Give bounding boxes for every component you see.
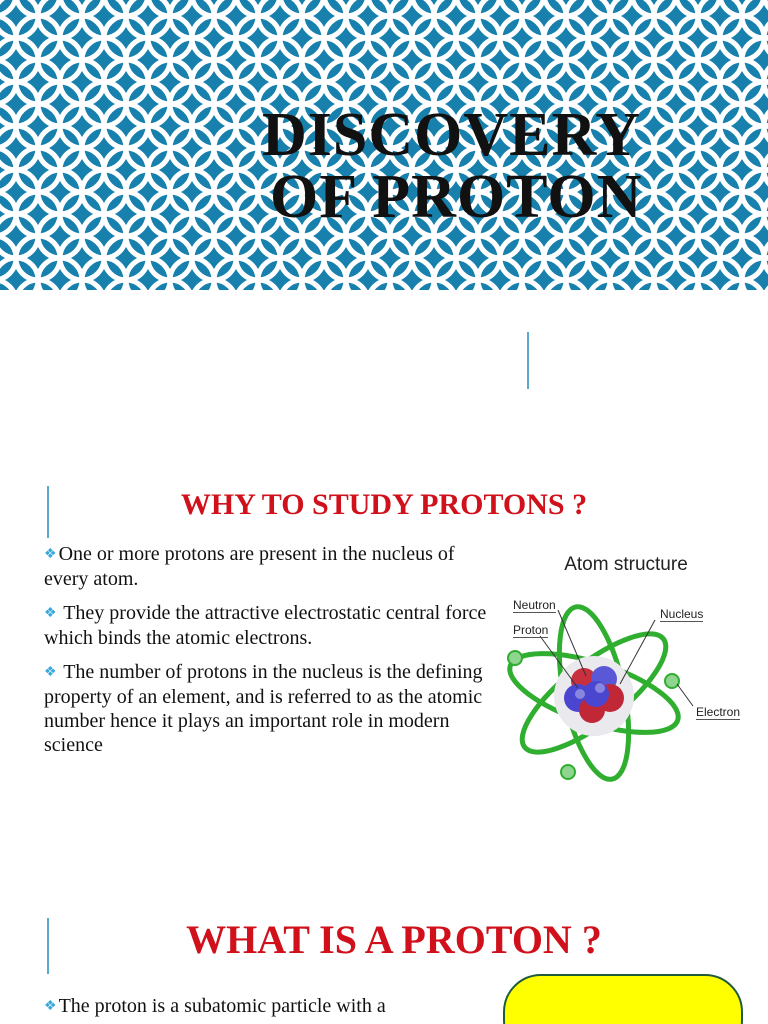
title-slide xyxy=(0,0,768,290)
highlight-box xyxy=(503,974,743,1024)
section-heading: WHY TO STUDY PROTONS ? xyxy=(180,488,588,521)
diamond-bullet-icon: ❖ xyxy=(44,606,57,621)
bullet-text: ❖ The proton is a subatomic particle with a xyxy=(44,995,386,1017)
list-item: ❖ They provide the attractive electrostatic central force which binds the atomic electrons. xyxy=(44,602,487,649)
nucleus-label: Nucleus xyxy=(660,607,704,621)
page-title xyxy=(262,101,682,231)
electron-label: Electron xyxy=(696,705,741,719)
figure-title: Atom structure xyxy=(564,554,688,575)
accent-bar xyxy=(527,332,529,389)
blank-slide xyxy=(0,290,768,460)
atom-structure-figure xyxy=(500,548,752,800)
neutron-label: Neutron xyxy=(513,598,556,612)
section-heading: WHAT IS A PROTON ? xyxy=(186,917,602,962)
proton-label: Proton xyxy=(513,623,549,637)
diamond-bullet-icon: ❖ xyxy=(44,665,57,680)
title-line-1: DISCOVERY xyxy=(262,101,641,169)
title-line-2: OF PROTON xyxy=(270,163,643,231)
diamond-bullet-icon: ❖ xyxy=(44,547,57,562)
list-item: ❖ One or more protons are present in the nucleus of every atom. xyxy=(44,543,455,590)
bullet-list xyxy=(44,542,499,767)
why-study-slide xyxy=(0,460,768,880)
list-item: ❖ The number of protons in the nucleus is the defining property of an element, and is referred to as the atomic number hence it plays an important role in modern science xyxy=(44,661,483,756)
atom-diagram xyxy=(500,548,752,800)
what-is-proton-slide xyxy=(0,892,768,1024)
diamond-bullet-icon: ❖ xyxy=(44,999,57,1014)
slide-divider xyxy=(0,880,768,892)
